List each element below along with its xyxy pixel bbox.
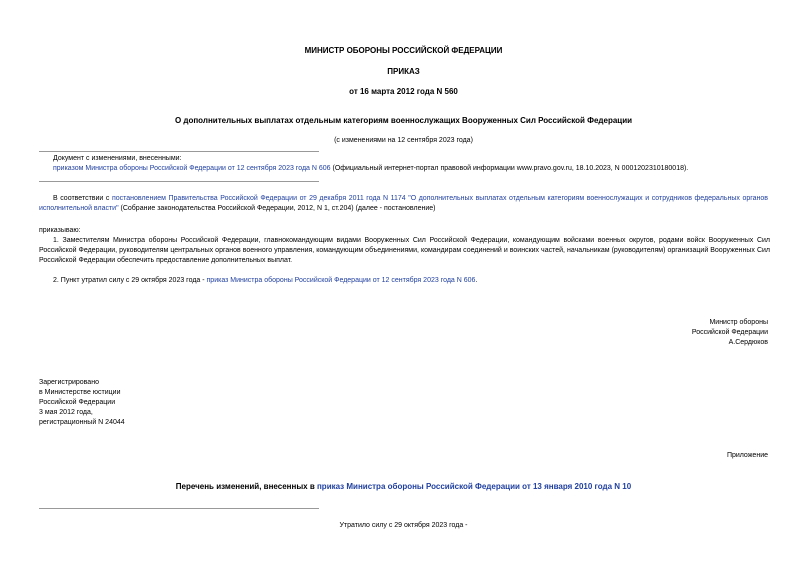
changes-block	[53, 154, 773, 174]
signature-position: Министр обороны	[709, 319, 768, 326]
preamble-paragraph	[39, 194, 768, 214]
registration-block	[39, 378, 125, 428]
appendix-title-lead: Перечень изменений, внесенных в	[175, 482, 317, 491]
registration-date: 3 мая 2012 года,	[39, 409, 93, 416]
divider	[39, 151, 319, 152]
signature-block	[692, 318, 768, 348]
item-1: 1. Заместителям Министра обороны Российской Федерации, главнокомандующим видами Вооруженных Сил Российской Федерации, командующим войсками военных округов, родами войск Вооруженных Сил Российской Федерации, руководителям центральных органов военного управления, командующим объединениями, командирам соединений и воинских частей, начальникам (руководителям) организаций Вооруженных Сил Российской Федерации обеспечить предоставление дополнительных выплат.	[39, 237, 770, 264]
changes-source: (Официальный интернет-портал правовой информации www.pravo.gov.ru, 18.10.2023, N 0001202310180018).	[330, 165, 689, 172]
preamble-tail: (Собрание законодательства Российской Федерации, 2012, N 1, ст.204) (далее - постановление)	[118, 205, 436, 212]
item-2-tail: .	[475, 277, 478, 284]
changes-lead: Документ с изменениями, внесенными:	[53, 155, 182, 162]
registration-number: регистрационный N 24044	[39, 419, 125, 426]
registration-line: Зарегистрировано	[39, 379, 99, 386]
registration-line: в Министерстве юстиции	[39, 389, 121, 396]
doc-date-number: от 16 марта 2012 года N 560	[349, 87, 458, 96]
preamble-lead: В соответствии с	[53, 195, 112, 202]
registration-line: Российской Федерации	[39, 399, 116, 406]
amended-note: (с изменениями на 12 сентября 2023 года)	[334, 137, 473, 144]
amending-order-link[interactable]: приказом Министра обороны Российской Федерации от 12 сентября 2023 года N 606	[53, 165, 331, 172]
changes-line	[53, 164, 773, 174]
appendix-lost-force: Утратило силу с 29 октября 2023 года -	[339, 522, 468, 529]
order-word: приказываю:	[39, 227, 81, 234]
doc-type-heading: ПРИКАЗ	[387, 67, 420, 76]
item-2-lead: 2. Пункт утратил силу с 29 октября 2023 года -	[53, 277, 207, 284]
item-2	[53, 276, 773, 286]
divider	[39, 181, 319, 182]
signature-organization: Российской Федерации	[691, 329, 768, 336]
government-decree-link[interactable]: постановлением Правительства Российской Федерации от 29 декабря 2011 года N 1174 "О дополнительных выплатах отдельным категориям военнослужащих и сотрудников федеральных органов исполнительной власти"	[39, 195, 769, 212]
doc-title: О дополнительных выплатах отдельным категориям военнослужащих Вооруженных Сил Российской Федерации	[174, 116, 633, 125]
appendix-label: Приложение	[726, 452, 768, 459]
base-order-link[interactable]: приказ Министра обороны Российской Федерации от 13 января 2010 года N 10	[316, 482, 632, 491]
appendix-title	[0, 482, 807, 492]
ministry-heading: МИНИСТР ОБОРОНЫ РОССИЙСКОЙ ФЕДЕРАЦИИ	[304, 46, 503, 55]
repealing-order-link[interactable]: приказ Министра обороны Российской Федерации от 12 сентября 2023 года N 606	[206, 277, 476, 284]
divider	[39, 508, 319, 509]
signature-name: А.Сердюков	[728, 339, 768, 346]
